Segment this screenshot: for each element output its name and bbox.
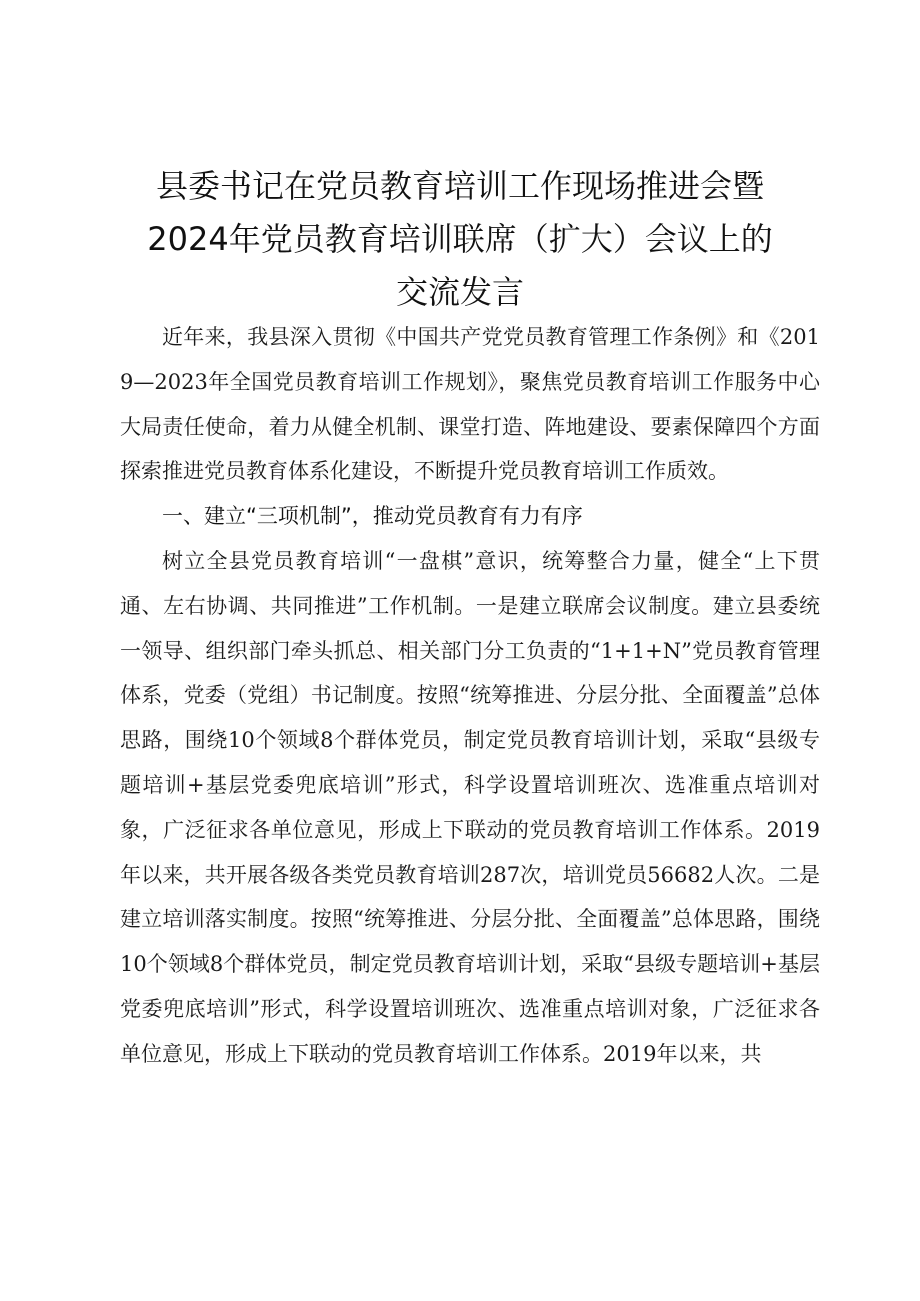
title-line-1: 县委书记在党员教育培训工作现场推进会暨 [155,167,764,205]
intro-paragraph: 近年来，我县深入贯彻《中国共产党党员教育管理工作条例》和《2019—2023年全国党员教育培训工作规划》，聚焦党员教育培训工作服务中心大局责任使命，着力从健全机制、课堂打造、阵地建设、要素保障四个方面探索推进党员教育体系化建设，不断提升党员教育培训工作质效。 [120,325,820,484]
document-body [120,315,820,1077]
title-line-2: 2024年党员教育培训联席（扩大）会议上的 [147,220,773,258]
title-line-3: 交流发言 [395,273,524,311]
section-paragraph: 树立全县党员教育培训“一盘棋”意识，统筹整合力量，健全“上下贯通、左右协调、共同推进”工作机制。一是建立联席会议制度。建立县委统一领导、组织部门牵头抓总、相关部门分工负责的“1+1+N”党员教育管理体系，党委（党组）书记制度。按照“统筹推进、分层分批、全面覆盖”总体思路，围绕10个领域8个群体党员，制定党员教育培训计划，采取“县级专题培训+基层党委兜底培训”形式，科学设置培训班次、选准重点培训对象，广泛征求各单位意见，形成上下联动的党员教育培训工作体系。2019年以来，共开展各级各类党员教育培训287次，培训党员56682人次。二是建立培训落实制度。按照“统筹推进、分层分批、全面覆盖”总体思路，围绕10个领域8个群体党员，制定党员教育培训计划，采取“县级专题培训+基层党委兜底培训”形式，科学设置培训班次、选准重点培训对象，广泛征求各单位意见，形成上下联动的党员教育培训工作体系。2019年以来，共 [120,548,820,1066]
section-heading: 一、建立“三项机制”，推动党员教育有力有序 [162,504,583,529]
document-title [100,160,820,319]
